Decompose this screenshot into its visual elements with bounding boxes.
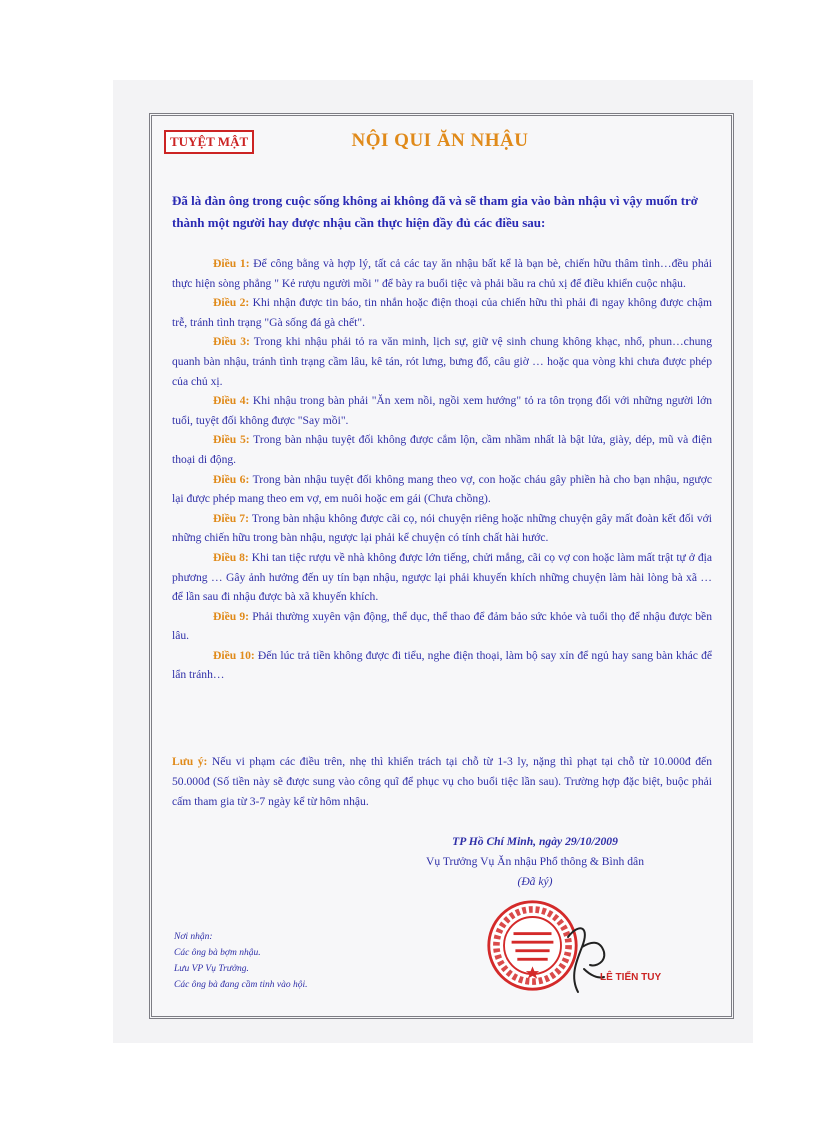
handwritten-signature [560, 917, 610, 997]
article-label: Điều 7: [213, 511, 249, 525]
article-9 [172, 607, 712, 646]
article-label: Điều 3: [213, 335, 250, 349]
articles-list [172, 254, 712, 685]
note-paragraph [172, 752, 712, 812]
article-label: Điều 10: [213, 648, 255, 662]
seal-line [514, 932, 552, 935]
seal-line [517, 958, 547, 961]
signed-note: (Đã ký) [517, 875, 553, 888]
article-1 [172, 254, 712, 293]
article-label: Điều 5: [213, 433, 250, 447]
article-label: Điều 8: [213, 550, 249, 564]
article-7 [172, 509, 712, 548]
article-text: Trong bàn nhậu tuyệt đối không mang theo vợ, con hoặc cháu gây phiền hà cho bạn nhậu, ngược lại được phép mang theo em vợ, em nuôi hoặc em gái (Chưa chồng). [172, 472, 712, 506]
date-line: TP Hồ Chí Minh, ngày 29/10/2009 [452, 835, 618, 848]
article-label: Điều 6: [213, 472, 250, 486]
article-text: Khi nhậu trong bàn phải "Ăn xem nồi, ngồi xem hướng" tỏ ra tôn trọng đối với những người lớn tuổi, tuyệt đối không được "Say mồi". [172, 394, 712, 427]
article-text: Phải thường xuyên vận động, thể dục, thể thao để đảm bảo sức khỏe và tuổi thọ để nhậu được bền lâu. [172, 609, 712, 643]
article-2 [172, 293, 712, 332]
article-label: Điều 2: [213, 296, 250, 310]
note-text: Nếu vi phạm các điều trên, nhẹ thì khiển trách tại chỗ từ 1-3 ly, nặng thì phạt tại chỗ từ 10.000đ đến 50.000đ (Số tiền này sẽ được sung vào công quĩ để phục vụ cho buổi tiệc lần sau). Trường hợp đặc biệt, buộc phải cấm tham gia từ 3-7 ngày kể từ hôm nhậu. [172, 755, 712, 808]
article-4 [172, 391, 712, 430]
article-text: Để công bằng và hợp lý, tất cả các tay ăn nhậu bất kể là bạn bè, chiến hữu thâm tình…đều phải thực hiện sòng phẳng " Kẻ rượu người mồi " để bày ra buổi tiệc và phải bầu ra chủ xị để điều khiển cuộc nhậu. [172, 257, 712, 290]
document-title: NỘI QUI ĂN NHẬU [351, 130, 529, 151]
article-5 [172, 430, 712, 469]
article-label: Điều 9: [213, 609, 250, 623]
recipient-item: Các ông bà bợm nhậu. [174, 948, 261, 958]
article-text: Khi tan tiệc rượu về nhà không được lớn tiếng, chửi mắng, cãi cọ vợ con hoặc làm mất trật tự ở địa phương … Gây ảnh hưởng đến uy tín bạn nhậu, ngược lại phải khuyến khích những chuyện làm hài lòng bà xã … để lần sau đi nhậu được bà xã khuyến khích. [172, 550, 712, 604]
article-text: Trong khi nhậu phải tỏ ra văn minh, lịch sự, giữ vệ sinh chung không khạc, nhổ, phun…chung quanh bàn nhậu, tránh tình trạng cầm lâu, kê tán, rót lưng, bưng đổ, câu giờ … hoặc qua vòng khi chưa được phép của chủ xị. [172, 335, 713, 388]
article-text: Khi nhận được tin báo, tin nhắn hoặc điện thoại của chiến hữu thì phải đi ngay không được chậm trễ, tránh tình trạng "Gà sống đá gà chết". [172, 296, 712, 329]
article-text: Trong bàn nhậu không được cãi cọ, nói chuyện riêng hoặc những chuyện gây mất đoàn kết đối với những chiến hữu trong bàn nhậu, ngược lại phải kể chuyện có tính chất hài hước. [172, 511, 712, 545]
recipient-item: Lưu VP Vụ Trưởng. [174, 964, 249, 974]
seal-line [512, 941, 554, 944]
office-title: Vụ Trưởng Vụ Ăn nhậu Phổ thông & Bình dân [425, 855, 644, 868]
seal-line [515, 949, 549, 952]
article-6 [172, 470, 712, 509]
top-secret-stamp: TUYỆT MẬT [164, 130, 254, 154]
article-3 [172, 332, 712, 391]
article-text: Trong bàn nhậu tuyệt đối không được cắm lộn, cầm nhầm nhất là bật lửa, giày, dép, mũ và điện thoại di động. [172, 433, 712, 466]
intro-paragraph: Đã là đàn ông trong cuộc sống không ai không đã và sẽ tham gia vào bàn nhậu vì vậy muốn trở thành một người hay được nhậu cần thực hiện đầy đủ các điều sau: [172, 193, 698, 230]
recipient-item: Các ông bà đang cầm tinh vào hội. [174, 980, 308, 990]
article-text: Đến lúc trả tiền không được đi tiểu, nghe điện thoại, làm bộ say xỉn để ngủ hay sang bàn khác để lẩn tránh… [172, 648, 713, 682]
article-8 [172, 548, 712, 607]
recipients-list [174, 929, 384, 993]
article-label: Điều 1: [213, 257, 250, 270]
signature-stroke [568, 928, 604, 992]
article-label: Điều 4: [213, 394, 250, 408]
signature-block [380, 832, 690, 892]
signer-name: LÊ TIẾN TUY [600, 972, 662, 983]
note-label: Lưu ý: [172, 755, 208, 768]
recipients-heading: Nơi nhận: [174, 932, 213, 942]
article-10 [172, 646, 712, 685]
